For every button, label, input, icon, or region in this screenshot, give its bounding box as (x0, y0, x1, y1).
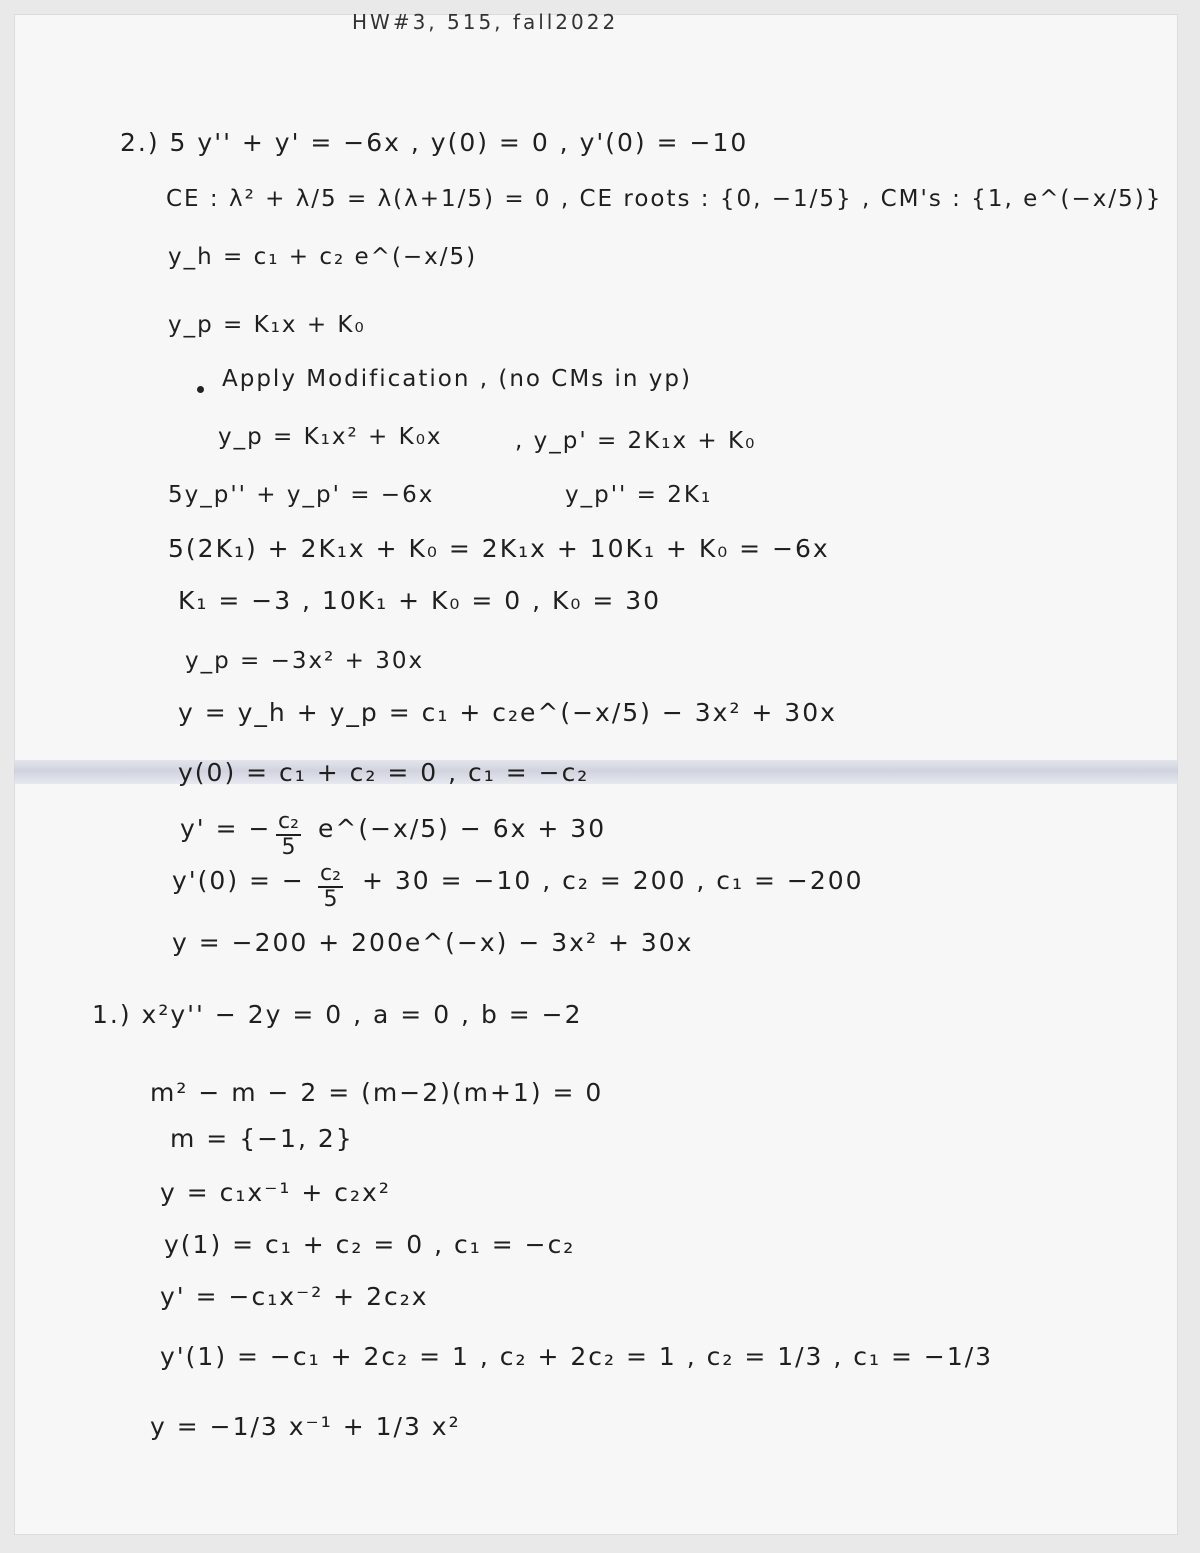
p2-yp-modified: y_p = K₁x² + K₀x (218, 424, 443, 450)
p2-ic2-right: + 30 = −10 , c₂ = 200 , c₁ = −200 (362, 866, 864, 895)
p1-final-solution: y = −1/3 x⁻¹ + 1/3 x² (150, 1412, 461, 1441)
p1-initial-condition-2: y'(1) = −c₁ + 2c₂ = 1 , c₂ + 2c₂ = 1 , c₂ = 1/3 , c₁ = −1/3 (160, 1342, 994, 1371)
fraction-numerator: c₂ (278, 809, 299, 834)
p2-yp-prime: , y_p' = 2K₁x + K₀ (515, 428, 757, 454)
p2-modification-note: Apply Modification , (no CMs in yp) (222, 366, 692, 392)
p1-y-prime: y' = −c₁x⁻² + 2c₂x (160, 1282, 429, 1311)
p2-y-prime-right: e^(−x/5) − 6x + 30 (318, 814, 607, 843)
p1-initial-condition-1: y(1) = c₁ + c₂ = 0 , c₁ = −c₂ (164, 1230, 576, 1259)
p2-characteristic-eq: CE : λ² + λ/5 = λ(λ+1/5) = 0 , CE roots : {0, −1/5} , CM's : {1, e^(−x/5)} (166, 186, 1163, 212)
p2-y-prime-left: y' = − (180, 814, 272, 843)
bullet-icon (197, 386, 204, 393)
p2-yp-double-prime: y_p'' = 2K₁ (565, 482, 713, 508)
p2-ic2-left: y'(0) = − (172, 866, 305, 895)
p1-characteristic-eq: m² − m − 2 = (m−2)(m+1) = 0 (150, 1078, 604, 1107)
p2-ic2-fraction (318, 862, 343, 912)
p2-expansion: 5(2K₁) + 2K₁x + K₀ = 2K₁x + 10K₁ + K₀ = −6x (168, 534, 830, 563)
fraction-numerator: c₂ (320, 861, 341, 886)
p2-coefficients: K₁ = −3 , 10K₁ + K₀ = 0 , K₀ = 30 (178, 586, 662, 615)
p2-initial-condition-1: y(0) = c₁ + c₂ = 0 , c₁ = −c₂ (178, 758, 590, 787)
p2-ode: 2.) 5 y'' + y' = −6x , y(0) = 0 , y'(0) = −10 (120, 128, 749, 157)
p2-homogeneous-solution: y_h = c₁ + c₂ e^(−x/5) (168, 244, 478, 270)
p1-ode: 1.) x²y'' − 2y = 0 , a = 0 , b = −2 (92, 1000, 583, 1029)
p2-yp-guess: y_p = K₁x + K₀ (168, 312, 366, 338)
fraction-denominator: 5 (281, 835, 296, 860)
p1-general-solution: y = c₁x⁻¹ + c₂x² (160, 1178, 391, 1207)
page-header: HW#3, 515, fall2022 (352, 10, 619, 34)
p2-yp-result: y_p = −3x² + 30x (185, 648, 425, 674)
p2-general-solution: y = y_h + y_p = c₁ + c₂e^(−x/5) − 3x² + 30x (178, 698, 837, 727)
p2-final-solution: y = −200 + 200e^(−x) − 3x² + 30x (172, 928, 694, 957)
p2-y-prime-fraction (276, 810, 301, 860)
p1-roots: m = {−1, 2} (170, 1124, 354, 1153)
p2-substitution: 5y_p'' + y_p' = −6x (168, 482, 435, 508)
fraction-denominator: 5 (323, 887, 338, 912)
